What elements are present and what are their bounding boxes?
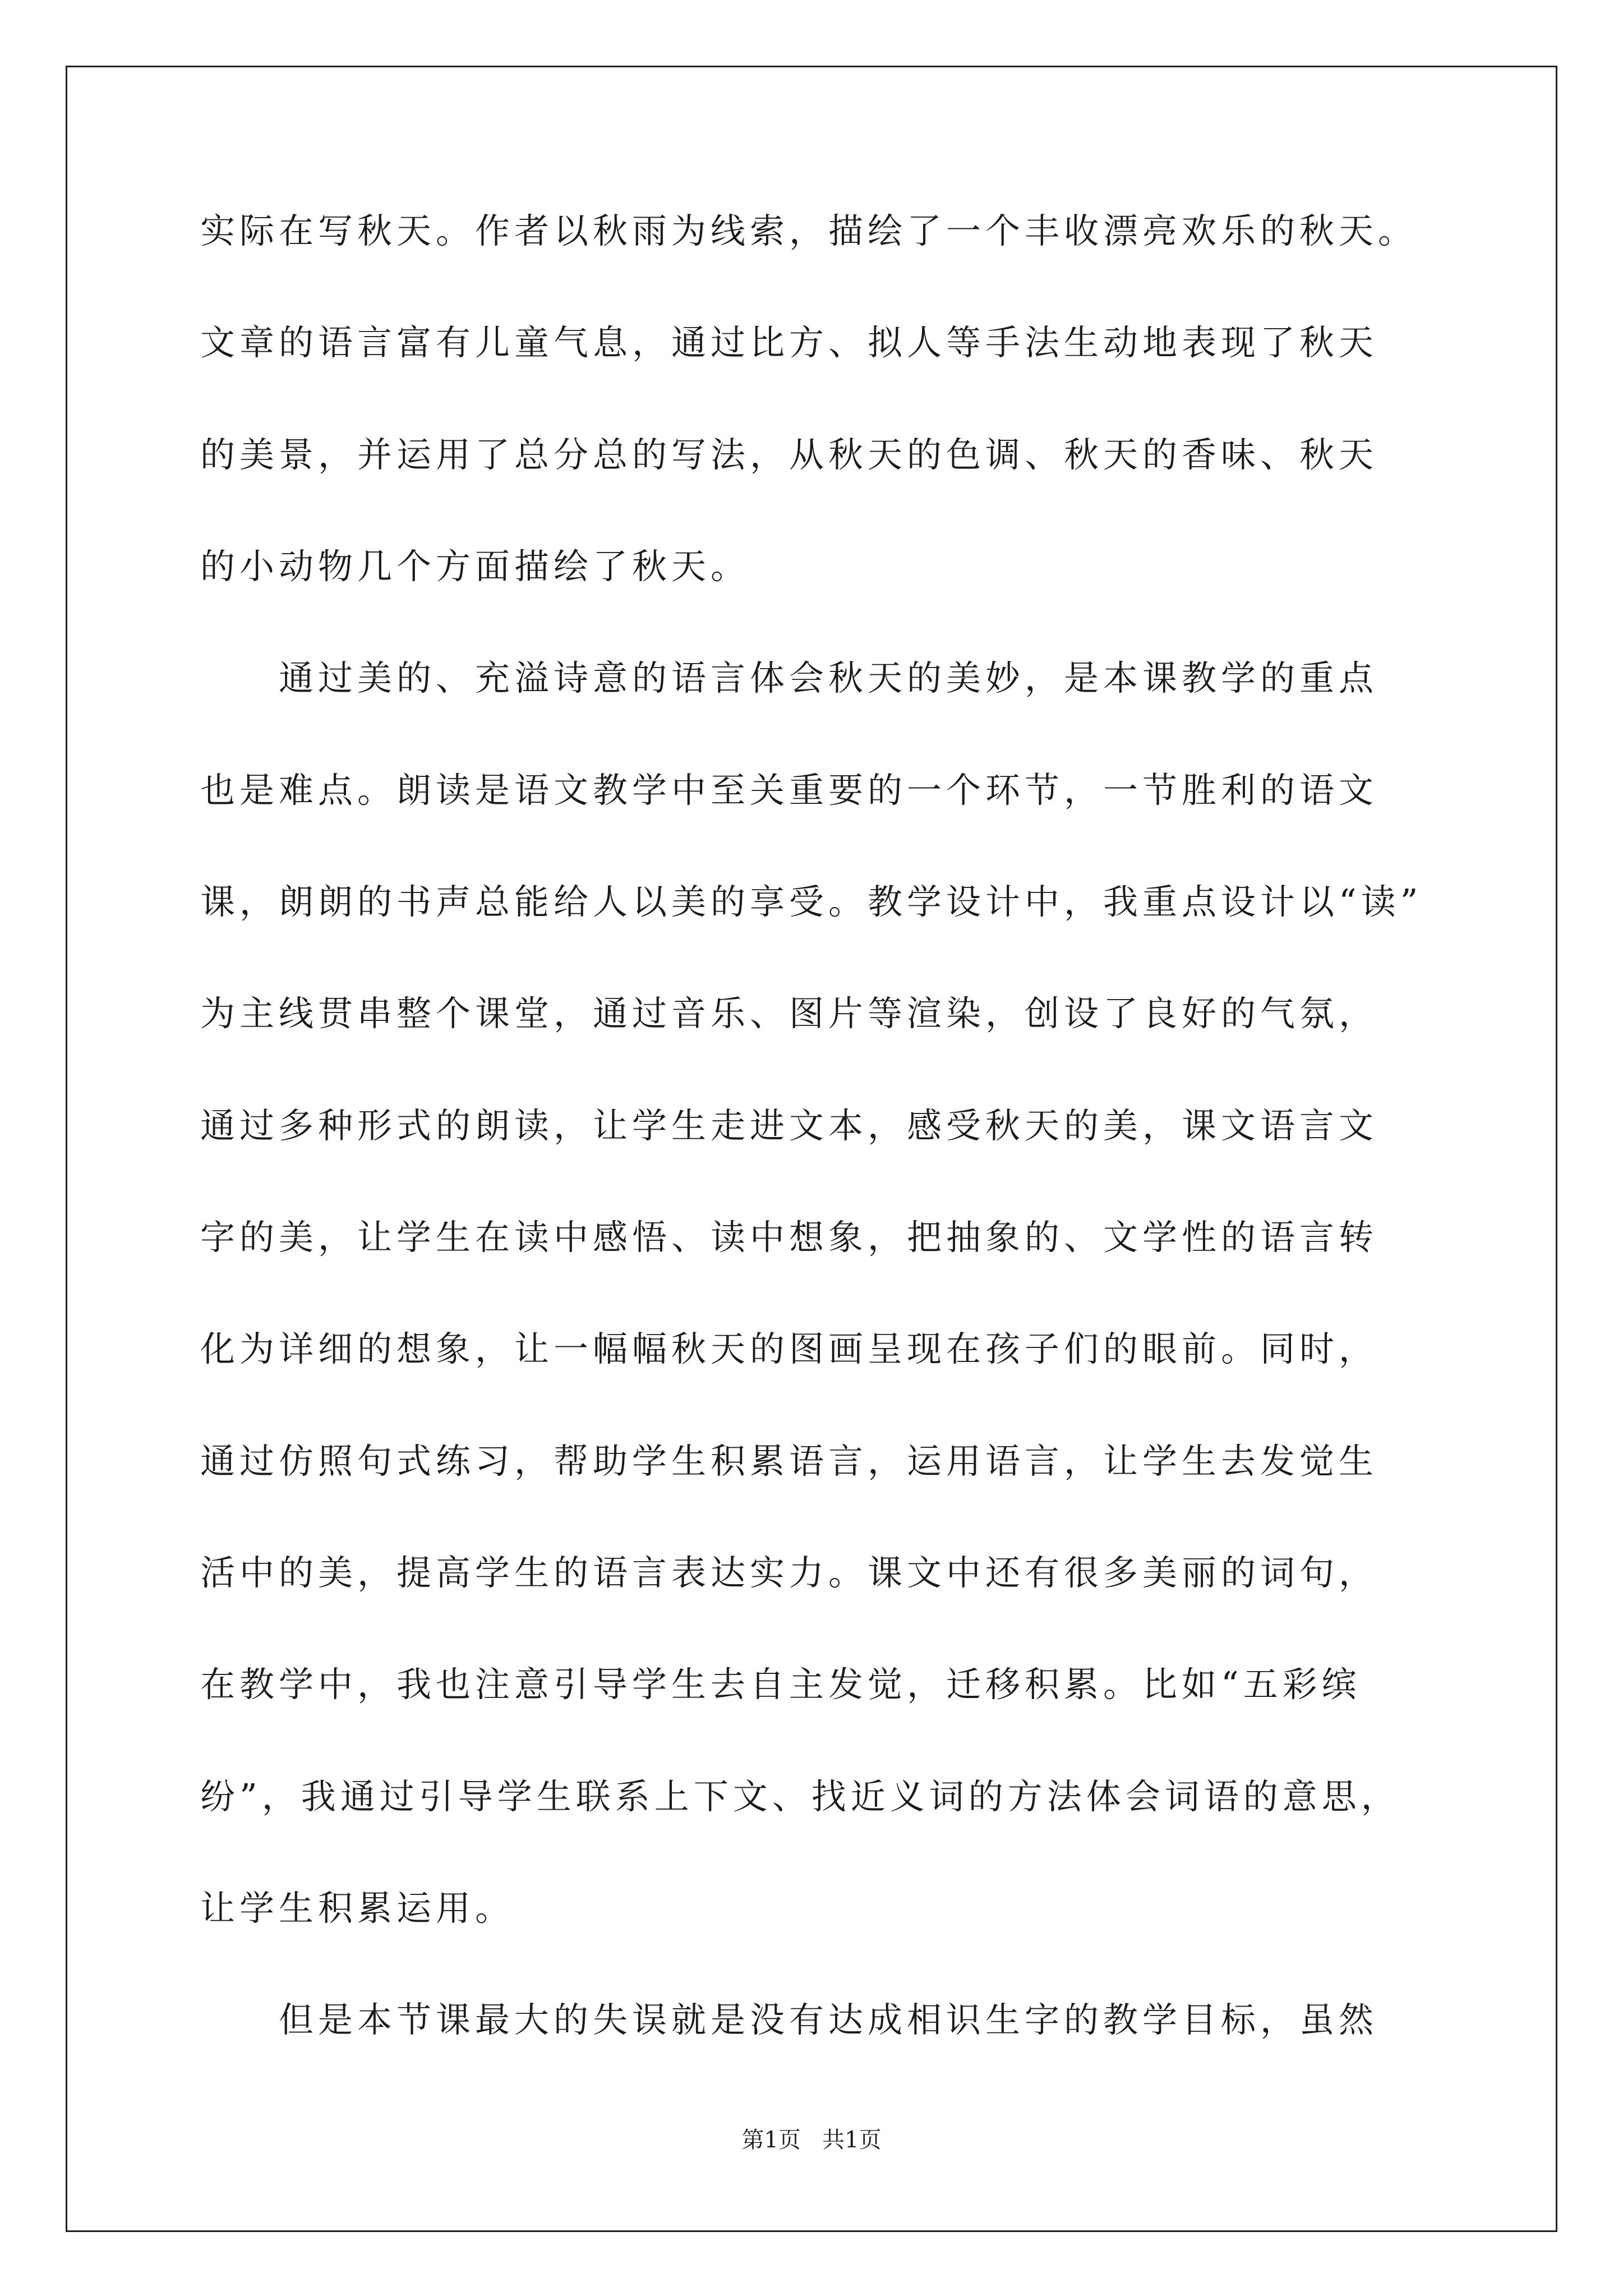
text-line: 课，朗朗的书声总能给人以美的享受。教学设计中，我重点设计以“读” (200, 881, 1423, 922)
text-line: 为主线贯串整个课堂，通过音乐、图片等渲染，创设了良好的气氛， (200, 993, 1378, 1034)
page-number-footer: 第1页 共1页 (741, 2127, 882, 2153)
text-line: 字的美，让学生在读中感悟、读中想象，把抽象的、文学性的语言转 (200, 1217, 1378, 1258)
text-line: 在教学中，我也注意引导学生去自主发觉，迁移积累。比如“五彩缤 (200, 1664, 1361, 1705)
text-line: 通过多种形式的朗读，让学生走进文本，感受秋天的美，课文语言文 (200, 1105, 1378, 1146)
text-line: 文章的语言富有儿童气息，通过比方、拟人等手法生动地表现了秋天 (200, 322, 1378, 363)
text-line: 化为详细的想象，让一幅幅秋天的图画呈现在孩子们的眼前。同时， (200, 1328, 1378, 1369)
text-line: 的小动物几个方面描绘了秋天。 (200, 546, 750, 587)
text-line: 的美景，并运用了总分总的写法，从秋天的色调、秋天的香味、秋天 (200, 434, 1378, 475)
text-line: 通过仿照句式练习，帮助学生积累语言，运用语言，让学生去发觉生 (200, 1441, 1378, 1481)
text-line: 纷”，我通过引导学生联系上下文、找近义词的方法体会词语的意思， (200, 1776, 1400, 1817)
text-line: 活中的美，提高学生的语言表达实力。课文中还有很多美丽的词句， (200, 1552, 1378, 1593)
text-line: 也是难点。朗读是语文教学中至关重要的一个环节，一节胜利的语文 (200, 770, 1378, 811)
paragraph-first-line: 通过美的、充溢诗意的语言体会秋天的美妙，是本课教学的重点 (279, 657, 1378, 698)
text-line: 实际在写秋天。作者以秋雨为线索，描绘了一个丰收漂亮欢乐的秋天。 (200, 210, 1418, 251)
text-line: 让学生积累运用。 (200, 1888, 515, 1929)
paragraph-first-line: 但是本节课最大的失误就是没有达成相识生字的教学目标，虽然 (279, 1999, 1378, 2040)
